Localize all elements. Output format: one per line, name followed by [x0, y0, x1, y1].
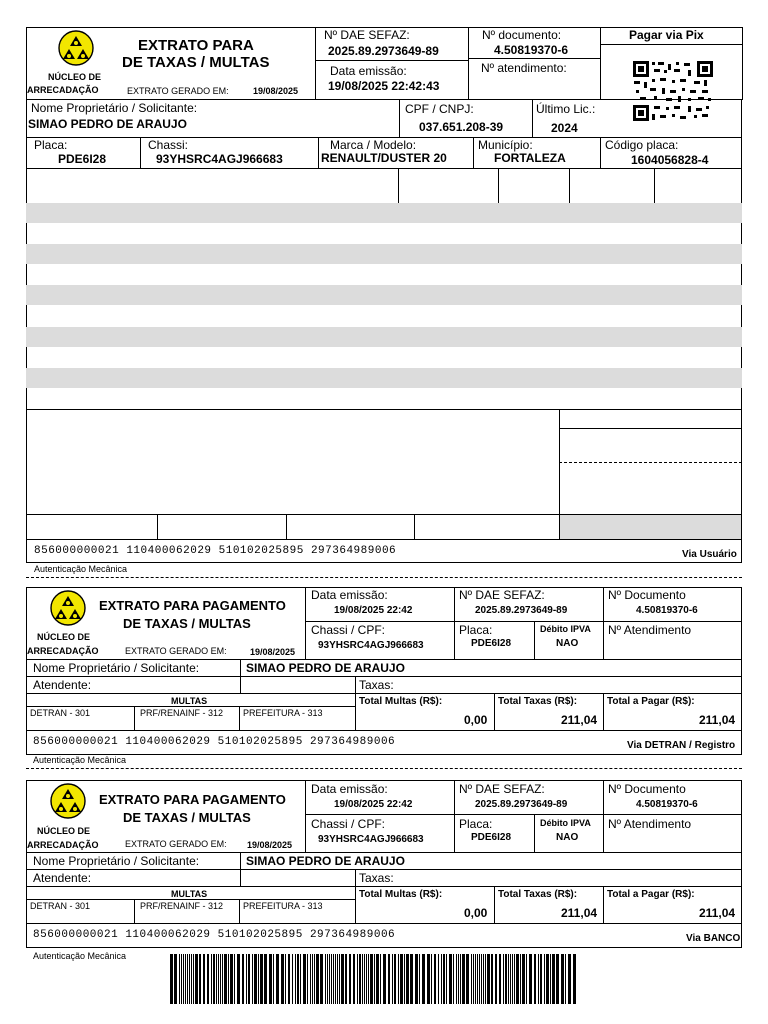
- nome-label: Nome Proprietário / Solicitante:: [33, 661, 200, 675]
- barcode-bar: [568, 954, 571, 1004]
- barcode-bar: [281, 954, 284, 1004]
- doc-title-line1: EXTRATO PARA: [138, 37, 254, 54]
- gerado-value: 19/08/2025: [247, 840, 293, 850]
- barcode-bar: [218, 954, 219, 1004]
- emissao-label: Data emissão:: [330, 64, 407, 78]
- gerado-value: 19/08/2025: [250, 647, 296, 657]
- total-pagar-label: Total a Pagar (R$):: [607, 889, 695, 900]
- barcode-bar: [341, 954, 344, 1004]
- barcode-bar: [260, 954, 263, 1004]
- documento-value: 4.50819370-6: [636, 605, 698, 616]
- prf-label: PRF/RENAINF - 312: [140, 901, 224, 911]
- barcode-bar: [316, 954, 319, 1004]
- dae-value: 2025.89.2973649-89: [475, 799, 568, 810]
- chassi-label: Chassi:: [148, 138, 189, 152]
- placa-label: Placa:: [459, 817, 493, 831]
- barcode-bar: [544, 954, 545, 1004]
- total-multas-value: 0,00: [464, 713, 488, 727]
- arrecadacao-label: ARRECADAÇÃO: [27, 840, 99, 850]
- barcode-bar: [534, 954, 536, 1004]
- table-row: [26, 327, 742, 347]
- via-label: Via DETRAN / Registro: [627, 740, 736, 751]
- barcode-bar: [529, 954, 532, 1004]
- barcode-bar: [383, 954, 386, 1004]
- barcode-bar: [246, 954, 247, 1004]
- barcode-bar: [505, 954, 507, 1004]
- gerado-label: EXTRATO GERADO EM:: [125, 839, 227, 849]
- nucleo-arrecadacao-logo-icon: [58, 30, 94, 66]
- multas-header: MULTAS: [171, 696, 208, 706]
- barcode-bar: [345, 954, 347, 1004]
- barcode-bar: [456, 954, 457, 1004]
- documento-value: 4.50819370-6: [494, 43, 569, 57]
- placa-label: Placa:: [34, 138, 68, 152]
- barcode-bar: [230, 954, 233, 1004]
- nome-label: Nome Proprietário / Solicitante:: [33, 854, 200, 868]
- barcode-bar: [434, 954, 436, 1004]
- total-taxas-value: 211,04: [561, 906, 598, 920]
- barcode-bar: [187, 954, 188, 1004]
- barcode-bar: [460, 954, 461, 1004]
- municipio-label: Município:: [478, 138, 533, 152]
- barcode-bar: [337, 954, 338, 1004]
- cpf-value: 037.651.208-39: [419, 120, 504, 134]
- barcode-bar: [419, 954, 420, 1004]
- table-row: [26, 244, 742, 264]
- barcode-bar: [237, 954, 240, 1004]
- barcode-bar: [400, 954, 403, 1004]
- dae-value: 2025.89.2973649-89: [328, 44, 439, 58]
- emissao-value: 19/08/2025 22:42: [334, 799, 413, 810]
- atendimento-label: Nº Atendimento: [608, 623, 692, 637]
- barcode-bar: [491, 954, 493, 1004]
- total-multas-value: 0,00: [464, 906, 488, 920]
- barcode-bar: [179, 954, 180, 1004]
- barcode-bar: [183, 954, 184, 1004]
- barcode-bar: [446, 954, 447, 1004]
- emissao-value: 19/08/2025 22:42: [334, 605, 413, 616]
- barcode-bar: [288, 954, 290, 1004]
- total-highlight-cell: [560, 515, 741, 539]
- linha-digitavel[interactable]: 856000000021 110400062029 510102025895 297364989006: [33, 736, 396, 748]
- linha-digitavel[interactable]: 856000000021 110400062029 510102025895 297364989006: [34, 545, 397, 557]
- barcode-bar: [510, 954, 511, 1004]
- barcode-bar: [191, 954, 192, 1004]
- barcode-bar: [349, 954, 351, 1004]
- total-multas-label: Total Multas (R$):: [359, 696, 443, 707]
- chassi-label: Chassi / CPF:: [311, 623, 386, 637]
- chassi-value: 93YHSRC4AGJ966683: [318, 834, 424, 845]
- barcode-bar: [292, 954, 293, 1004]
- barcode-bar: [565, 954, 566, 1004]
- ipva-value: NAO: [556, 832, 579, 843]
- barcode-bar: [320, 954, 323, 1004]
- placa-value: PDE6I28: [58, 152, 107, 166]
- via-label: Via Usuário: [682, 549, 737, 560]
- barcode-bar: [483, 954, 484, 1004]
- atendimento-label: Nº atendimento:: [481, 61, 567, 75]
- barcode-bar: [366, 954, 367, 1004]
- barcode-bar: [473, 954, 474, 1004]
- barcode-bar: [499, 954, 501, 1004]
- barcode-bar: [353, 954, 355, 1004]
- total-multas-label: Total Multas (R$):: [359, 889, 443, 900]
- prefeitura-label: PREFEITURA - 313: [243, 901, 323, 911]
- chassi-value: 93YHSRC4AGJ966683: [318, 640, 424, 651]
- placa-label: Placa:: [459, 623, 493, 637]
- barcode-bar: [314, 954, 315, 1004]
- barcode-bar: [307, 954, 308, 1004]
- barcode-bar: [552, 954, 555, 1004]
- emissao-label: Data emissão:: [311, 588, 388, 602]
- barcode-bar: [310, 954, 311, 1004]
- documento-value: 4.50819370-6: [636, 799, 698, 810]
- arrecadacao-label: ARRECADAÇÃO: [27, 646, 99, 656]
- via-label: Via BANCO: [686, 933, 741, 944]
- barcode-bar: [443, 954, 445, 1004]
- barcode-bar: [325, 954, 326, 1004]
- barcode-bar: [556, 954, 559, 1004]
- ultimo-lic-label: Último Lic.:: [536, 102, 596, 116]
- ipva-label: Débito IPVA: [540, 624, 591, 634]
- barcode-bar: [415, 954, 418, 1004]
- chassi-value: 93YHSRC4AGJ966683: [156, 152, 283, 166]
- barcode-bar: [540, 954, 542, 1004]
- cpf-label: CPF / CNPJ:: [405, 102, 474, 116]
- barcode-bar: [431, 954, 432, 1004]
- barcode-bar: [222, 954, 223, 1004]
- barcode-bar: [487, 954, 490, 1004]
- barcode-bar: [514, 954, 515, 1004]
- emissao-value: 19/08/2025 22:42:43: [328, 79, 440, 93]
- cut-line: [26, 768, 742, 769]
- documento-label: Nº Documento: [608, 588, 686, 602]
- codigo-placa-label: Código placa:: [605, 138, 679, 152]
- total-pagar-label: Total a Pagar (R$):: [607, 696, 695, 707]
- nucleo-label: NÚCLEO DE: [48, 72, 102, 82]
- nucleo-arrecadacao-logo-icon: [50, 783, 86, 819]
- nucleo-arrecadacao-logo-icon: [50, 590, 86, 626]
- barcode-bar: [449, 954, 452, 1004]
- dae-label: Nº DAE SEFAZ:: [324, 28, 410, 42]
- barcode-bar: [441, 954, 442, 1004]
- arrecadacao-label: ARRECADAÇÃO: [27, 85, 99, 95]
- barcode-bar: [475, 954, 476, 1004]
- barcode-bar: [216, 954, 217, 1004]
- autenticacao-label: Autenticação Mecânica: [33, 951, 127, 961]
- total-taxas-value: 211,04: [561, 713, 598, 727]
- barcode-bar: [388, 954, 390, 1004]
- barcode-bar: [359, 954, 361, 1004]
- prefeitura-label: PREFEITURA - 313: [243, 708, 323, 718]
- ultimo-lic-value: 2024: [551, 121, 578, 135]
- total-taxas-label: Total Taxas (R$):: [498, 696, 578, 707]
- barcode-bar: [380, 954, 381, 1004]
- nome-value: SIMAO PEDRO DE ARAUJO: [246, 661, 405, 675]
- dae-value: 2025.89.2973649-89: [475, 605, 568, 616]
- barcode-bar: [495, 954, 497, 1004]
- documento-label: Nº documento:: [482, 28, 562, 42]
- barcode-bar: [213, 954, 215, 1004]
- barcode-bar: [303, 954, 306, 1004]
- barcode-bar: [550, 954, 551, 1004]
- barcode-bar: [471, 954, 472, 1004]
- barcode-bar: [339, 954, 340, 1004]
- barcode-bar: [258, 954, 259, 1004]
- marca-value: RENAULT/DUSTER 20: [321, 151, 447, 165]
- table-row: [26, 203, 742, 223]
- barcode-bar: [220, 954, 221, 1004]
- barcode-bar: [362, 954, 363, 1004]
- taxas-label: Taxas:: [359, 678, 394, 692]
- barcode-bar: [248, 954, 250, 1004]
- barcode-bar: [466, 954, 469, 1004]
- total-pagar-value: 211,04: [699, 906, 736, 920]
- barcode-bar: [512, 954, 513, 1004]
- dae-label: Nº DAE SEFAZ:: [459, 782, 545, 796]
- barcode-bar: [438, 954, 439, 1004]
- municipio-value: FORTALEZA: [494, 151, 566, 165]
- barcode-bar: [195, 954, 198, 1004]
- multas-header: MULTAS: [171, 889, 208, 899]
- doc-title-line2: DE TAXAS / MULTAS: [123, 810, 251, 825]
- barcode-bar: [477, 954, 478, 1004]
- barcode-bar: [526, 954, 527, 1004]
- barcode-bar: [481, 954, 482, 1004]
- barcode-bar: [312, 954, 313, 1004]
- barcode-bar: [410, 954, 413, 1004]
- prf-label: PRF/RENAINF - 312: [140, 708, 224, 718]
- table-row: [26, 368, 742, 388]
- barcode-bar: [276, 954, 279, 1004]
- barcode-bar: [573, 954, 576, 1004]
- barcode-bar: [269, 954, 272, 1004]
- doc-title-line1: EXTRATO PARA PAGAMENTO: [99, 792, 286, 807]
- ipva-value: NAO: [556, 638, 579, 649]
- barcode-bar: [252, 954, 253, 1004]
- nome-label: Nome Proprietário / Solicitante:: [31, 101, 198, 115]
- barcode-bar: [300, 954, 301, 1004]
- barcode-bar: [516, 954, 519, 1004]
- atendente-label: Atendente:: [33, 871, 92, 885]
- barcode-bar: [181, 954, 182, 1004]
- barcode-bar: [374, 954, 375, 1004]
- payment-barcode[interactable]: [170, 954, 578, 1004]
- barcode-bar: [538, 954, 539, 1004]
- gerado-value: 19/08/2025: [253, 86, 299, 96]
- taxas-label: Taxas:: [359, 871, 394, 885]
- barcode-bar: [427, 954, 430, 1004]
- atendente-label: Atendente:: [33, 678, 92, 692]
- barcode-bar: [329, 954, 330, 1004]
- chassi-label: Chassi / CPF:: [311, 817, 386, 831]
- barcode-bar: [406, 954, 409, 1004]
- atendimento-label: Nº Atendimento: [608, 817, 692, 831]
- barcode-bar: [520, 954, 521, 1004]
- barcode-bar: [185, 954, 186, 1004]
- barcode-bar: [203, 954, 205, 1004]
- doc-title-line1: EXTRATO PARA PAGAMENTO: [99, 598, 286, 613]
- emissao-label: Data emissão:: [311, 782, 388, 796]
- doc-title-line2: DE TAXAS / MULTAS: [123, 616, 251, 631]
- barcode-bar: [207, 954, 209, 1004]
- barcode-bar: [335, 954, 336, 1004]
- barcode-bar: [503, 954, 504, 1004]
- barcode-bar: [285, 954, 286, 1004]
- barcode-bar: [398, 954, 399, 1004]
- barcode-bar: [170, 954, 173, 1004]
- nome-value: SIMAO PEDRO DE ARAUJO: [28, 117, 187, 131]
- nucleo-label: NÚCLEO DE: [37, 826, 91, 836]
- barcode-bar: [392, 954, 393, 1004]
- total-pagar-value: 211,04: [699, 713, 736, 727]
- barcode-bar: [189, 954, 190, 1004]
- table-row: [26, 285, 742, 305]
- barcode-bar: [331, 954, 332, 1004]
- barcode-bar: [546, 954, 549, 1004]
- barcode-bar: [462, 954, 465, 1004]
- barcode-bar: [394, 954, 396, 1004]
- barcode-bar: [364, 954, 365, 1004]
- nucleo-label: NÚCLEO DE: [37, 632, 91, 642]
- detran-label: DETRAN - 301: [30, 708, 91, 718]
- barcode-bar: [234, 954, 235, 1004]
- barcode-bar: [327, 954, 328, 1004]
- barcode-bar: [273, 954, 274, 1004]
- gerado-label: EXTRATO GERADO EM:: [127, 86, 229, 96]
- barcode-bar: [522, 954, 525, 1004]
- barcode-bar: [295, 954, 296, 1004]
- barcode-bar: [199, 954, 201, 1004]
- barcode-bar: [479, 954, 480, 1004]
- dae-label: Nº DAE SEFAZ:: [459, 588, 545, 602]
- barcode-bar: [458, 954, 459, 1004]
- marca-label: Marca / Modelo:: [330, 138, 417, 152]
- nome-value: SIMAO PEDRO DE ARAUJO: [246, 854, 405, 868]
- doc-title-line2: DE TAXAS / MULTAS: [122, 54, 270, 71]
- ipva-label: Débito IPVA: [540, 818, 591, 828]
- pix-label: Pagar via Pix: [629, 28, 704, 42]
- barcode-bar: [333, 954, 334, 1004]
- barcode-bar: [254, 954, 257, 1004]
- barcode-bar: [211, 954, 212, 1004]
- barcode-bar: [228, 954, 229, 1004]
- barcode-bar: [370, 954, 373, 1004]
- linha-digitavel[interactable]: 856000000021 110400062029 510102025895 297364989006: [33, 929, 396, 941]
- autenticacao-label: Autenticação Mecânica: [34, 564, 128, 574]
- placa-value: PDE6I28: [471, 832, 512, 843]
- barcode-bar: [193, 954, 194, 1004]
- barcode-bar: [368, 954, 369, 1004]
- barcode-bar: [264, 954, 267, 1004]
- placa-value: PDE6I28: [471, 638, 512, 649]
- autenticacao-label: Autenticação Mecânica: [33, 755, 127, 765]
- barcode-bar: [561, 954, 564, 1004]
- barcode-bar: [422, 954, 425, 1004]
- barcode-bar: [508, 954, 509, 1004]
- documento-label: Nº Documento: [608, 782, 686, 796]
- barcode-bar: [297, 954, 299, 1004]
- barcode-bar: [485, 954, 486, 1004]
- barcode-bar: [376, 954, 379, 1004]
- barcode-bar: [174, 954, 177, 1004]
- codigo-placa-value: 1604056828-4: [631, 153, 709, 167]
- barcode-bar: [404, 954, 405, 1004]
- barcode-bar: [242, 954, 244, 1004]
- total-taxas-label: Total Taxas (R$):: [498, 889, 578, 900]
- barcode-bar: [224, 954, 227, 1004]
- gerado-label: EXTRATO GERADO EM:: [125, 646, 227, 656]
- barcode-bar: [453, 954, 454, 1004]
- barcode-bar: [357, 954, 358, 1004]
- cut-line: [26, 577, 742, 578]
- detran-label: DETRAN - 301: [30, 901, 91, 911]
